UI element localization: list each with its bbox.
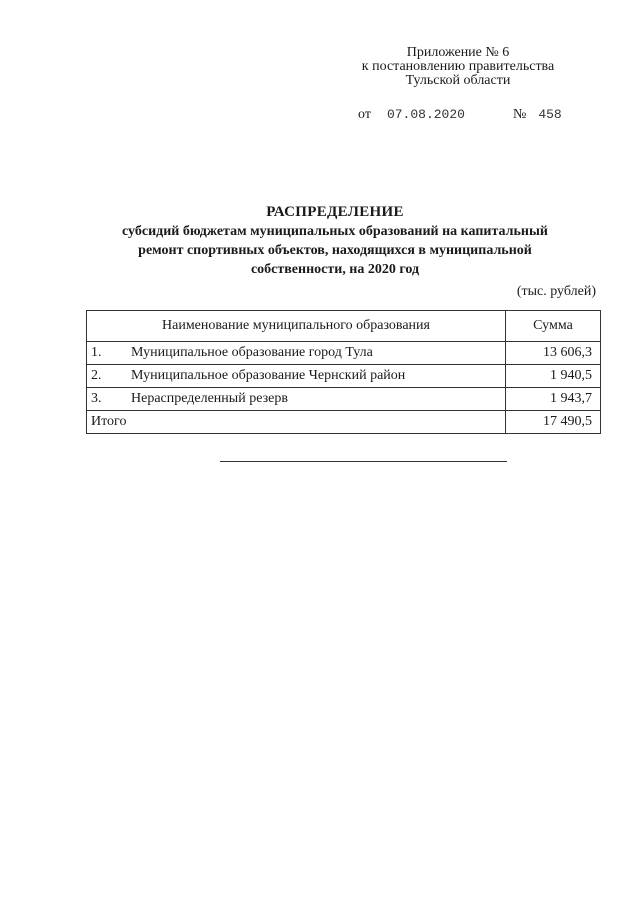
row-sum: 1 943,7 (506, 388, 601, 411)
table-total-row (87, 411, 601, 434)
row-number: 2. (87, 365, 126, 388)
row-name: Муниципальное образование город Тула (125, 342, 506, 365)
row-sum: 13 606,3 (506, 342, 601, 365)
row-name: Муниципальное образование Чернский район (125, 365, 506, 388)
closing-divider (220, 461, 507, 462)
attachment-region: Тульской области (405, 73, 511, 88)
total-label: Итого (87, 411, 506, 434)
row-number: 3. (87, 388, 126, 411)
attachment-resolution: к постановлению правительства (361, 59, 555, 74)
number-value: 458 (538, 107, 562, 122)
units-note: (тыс. рублей) (516, 284, 596, 299)
title-line-1: субсидий бюджетам муниципальных образований на капитальный (122, 224, 548, 239)
title-line-3: собственности, на 2020 год (250, 262, 420, 277)
total-sum: 17 490,5 (506, 411, 601, 434)
row-name: Нераспределенный резерв (125, 388, 506, 411)
row-sum: 1 940,5 (506, 365, 601, 388)
attachment-title: Приложение № 6 (406, 45, 510, 60)
header-sum-column: Сумма (506, 311, 601, 342)
title-line-2: ремонт спортивных объектов, находящихся в муниципальной (138, 243, 532, 258)
document-date-number (358, 107, 562, 123)
table-row (87, 365, 601, 388)
table-row (87, 342, 601, 365)
title-heading: РАСПРЕДЕЛЕНИЕ (266, 204, 404, 220)
row-number: 1. (87, 342, 126, 365)
document-title (100, 203, 570, 279)
subsidy-table (86, 310, 601, 434)
date-value: 07.08.2020 (386, 107, 465, 122)
table-row (87, 388, 601, 411)
number-label: № (512, 107, 527, 122)
date-label: от (358, 107, 371, 122)
attachment-block (348, 46, 568, 88)
table-header-row (87, 311, 601, 342)
header-name-column: Наименование муниципального образования (87, 311, 506, 342)
